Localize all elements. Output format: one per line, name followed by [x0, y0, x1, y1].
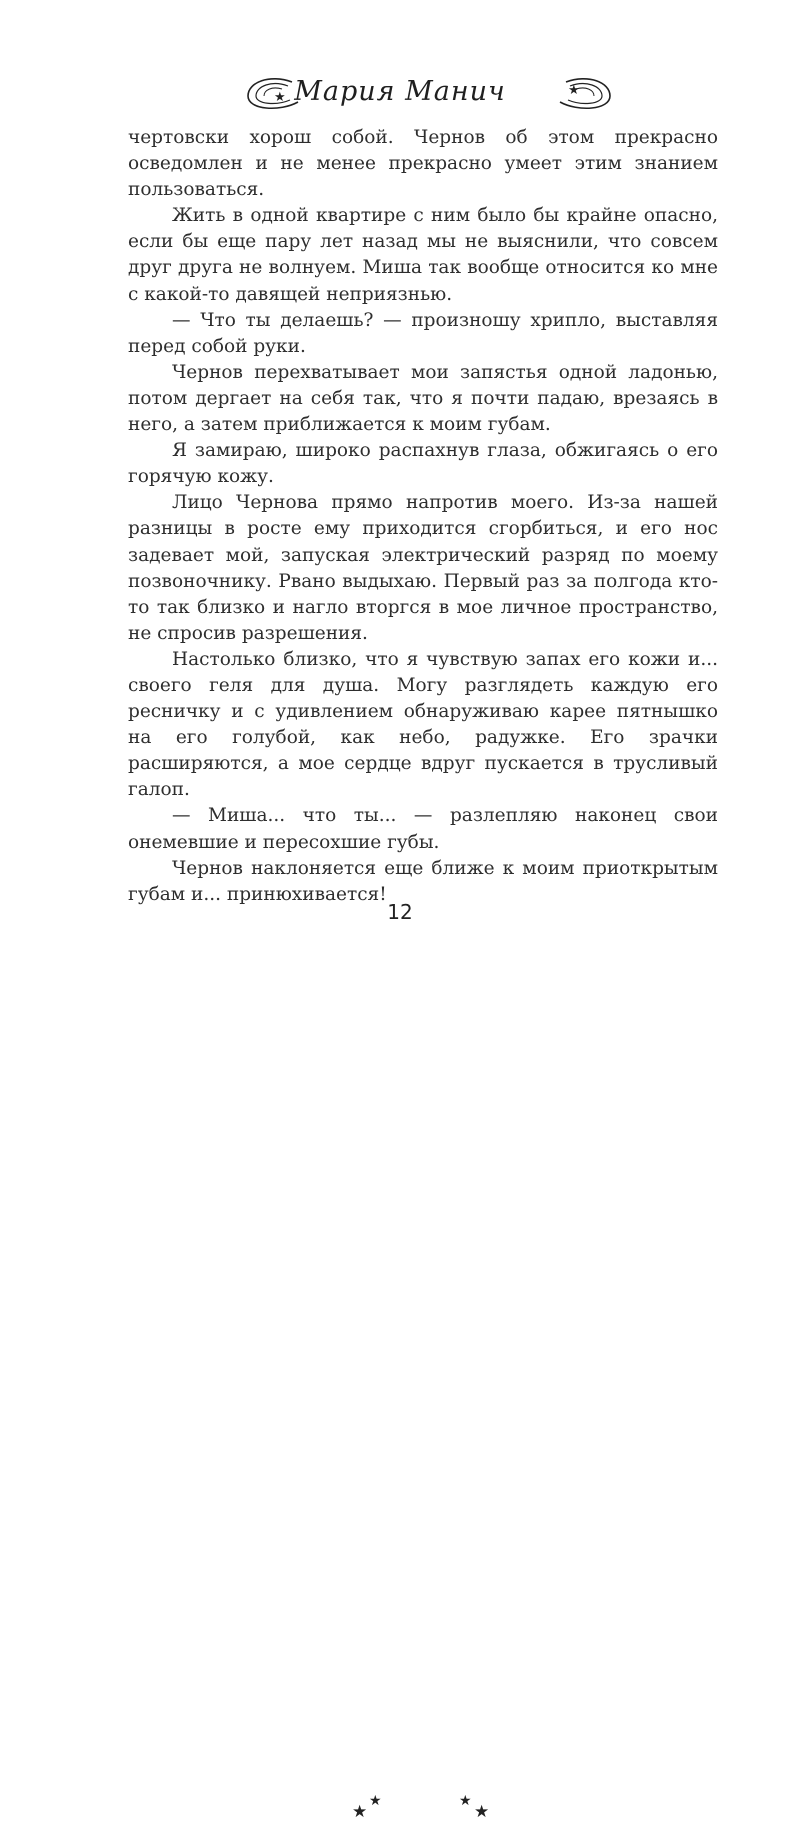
- author-name: Мария Манич: [294, 76, 506, 107]
- paragraph: Чернов перехватывает мои запястья одной ладонью, потом дергает на себя так, что я почти падаю, врезаясь в него, а затем приближается к моим губам.: [128, 361, 718, 436]
- star-icon: ★: [459, 1793, 472, 1809]
- paragraph: Я замираю, широко распахнув глаза, обжигаясь о его горячую кожу.: [128, 440, 718, 488]
- paragraph: Жить в одной квартире с ним было бы крайне опасно, если бы еще пару лет назад мы не выяснили, что совсем друг друга не волнуем. Миша так вообще относится ко мне с какой-то давящей неприязнью.: [128, 205, 718, 305]
- paragraph: Настолько близко, что я чувствую запах его кожи и... своего геля для душа. Могу разглядеть каждую его ресничку и с удивлением обнаруживаю карее пятнышко на его голубой, как небо, радужке. Его зрачки расширяются, а мое сердце вдруг пускается в трусливый галоп.: [128, 648, 718, 801]
- svg-text:★: ★: [568, 83, 580, 98]
- paragraph: — Что ты делаешь? — произношу хрипло, выставляя перед собой руки.: [128, 309, 718, 357]
- paragraph: Лицо Чернова прямо напротив моего. Из-за нашей разницы в росте ему приходится сгорбиться, и его нос задевает мой, запуская электрический разряд по моему позвоночнику. Рвано выдыхаю. Первый раз за полгода кто-то так близко и нагло вторгся в мое личное пространство, не спросив разрешения.: [128, 492, 718, 644]
- svg-text:★: ★: [274, 90, 286, 105]
- page-body: [128, 125, 718, 908]
- star-icon: ★: [474, 1802, 490, 1822]
- paragraph: — Миша... что ты... — разлепляю наконец свои онемевшие и пересохшие губы.: [128, 805, 718, 853]
- paragraph: Чернов наклоняется еще ближе к моим приоткрытым губам и... принюхивается!: [128, 857, 718, 905]
- star-icon: ★: [369, 1793, 382, 1809]
- paragraph: чертовски хорош собой. Чернов об этом прекрасно осведомлен и не менее прекрасно умеет этим знанием пользоваться.: [128, 127, 718, 201]
- star-icon: ★: [352, 1802, 368, 1822]
- page-number: 12: [387, 900, 413, 924]
